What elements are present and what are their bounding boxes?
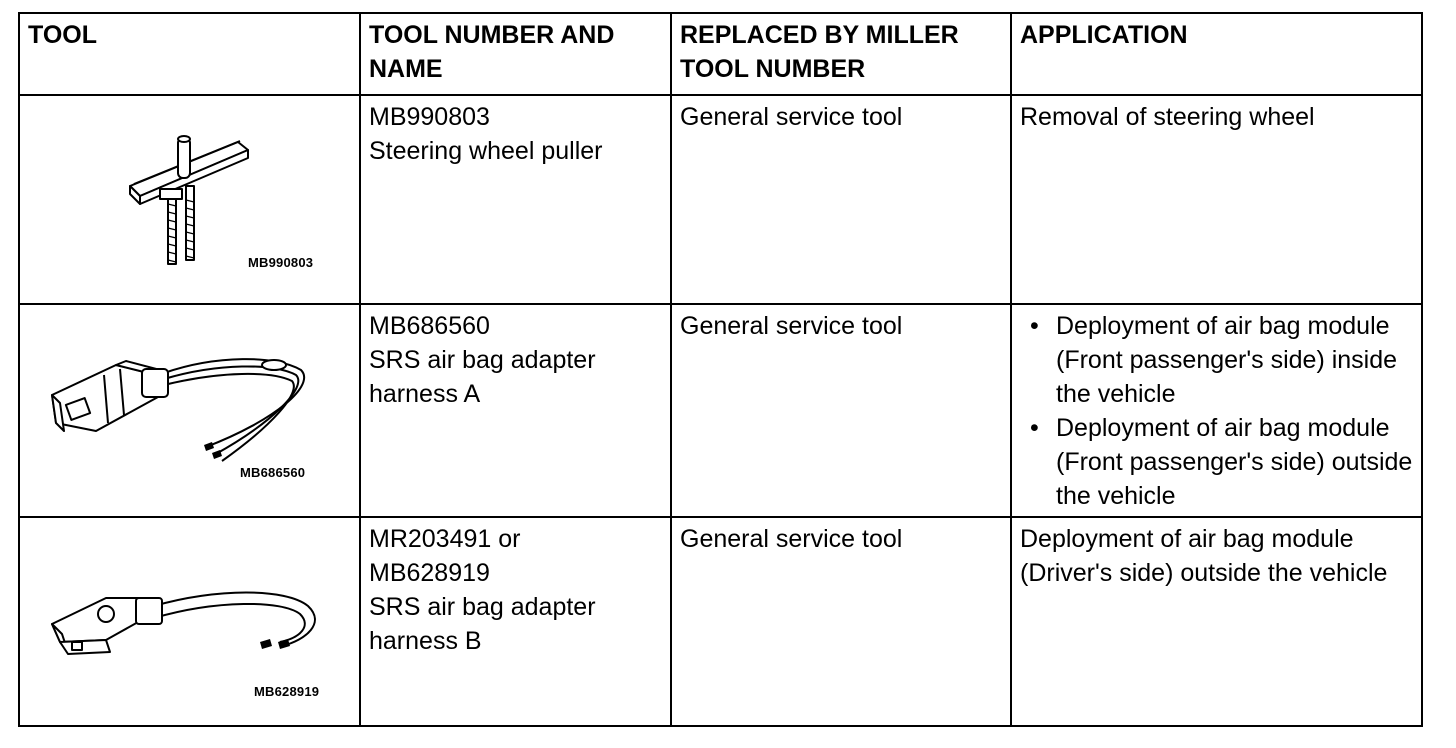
list-item	[1020, 411, 1417, 513]
header-application: APPLICATION	[1011, 13, 1422, 95]
header-row	[19, 13, 1422, 95]
header-tool: TOOL	[19, 13, 360, 95]
tool-table	[18, 12, 1423, 727]
table-row	[19, 304, 1422, 517]
application-cell: Removal of steering wheel	[1011, 95, 1422, 304]
harness-a-icon	[46, 335, 316, 470]
tool-caption: MB686560	[240, 465, 306, 480]
table-row	[19, 517, 1422, 726]
replaced-by-cell: General service tool	[671, 95, 1011, 304]
tool-number-name-cell	[360, 95, 671, 304]
tool-caption: MB990803	[248, 255, 314, 270]
header-tool-number-name: TOOL NUMBER AND NAME	[360, 13, 671, 95]
bullet-icon: •	[1030, 312, 1039, 340]
table-row	[19, 95, 1422, 304]
application-item-text: Deployment of air bag module (Front passenger's side) outside the vehicle	[1056, 414, 1413, 510]
header-replaced-by: REPLACED BY MILLER TOOL NUMBER	[671, 13, 1011, 95]
harness-b-icon	[46, 568, 326, 668]
replaced-by-cell: General service tool	[671, 517, 1011, 726]
tool-number-name-cell	[360, 304, 671, 517]
tool-number: MB628919	[369, 559, 490, 587]
bullet-icon: •	[1030, 414, 1039, 442]
tool-image-cell	[19, 304, 360, 517]
tool-number-name-cell	[360, 517, 671, 726]
list-item	[1020, 309, 1417, 411]
steering-wheel-puller-icon	[120, 134, 260, 274]
tool-number: MB686560	[369, 312, 490, 340]
tool-name-line: harness A	[369, 380, 481, 408]
tool-number: MR203491 or	[369, 525, 521, 553]
tool-caption: MB628919	[254, 684, 320, 699]
application-item-text: Deployment of air bag module (Front passenger's side) inside the vehicle	[1056, 312, 1398, 408]
tool-number: MB990803	[369, 103, 490, 131]
tool-name-line: SRS air bag adapter	[369, 346, 596, 374]
application-cell	[1011, 304, 1422, 517]
application-cell: Deployment of air bag module (Driver's side) outside the vehicle	[1011, 517, 1422, 726]
application-list	[1020, 309, 1417, 513]
tool-name: Steering wheel puller	[369, 137, 603, 165]
replaced-by-cell: General service tool	[671, 304, 1011, 517]
tool-name-line: SRS air bag adapter	[369, 593, 596, 621]
tool-image-cell	[19, 517, 360, 726]
tool-name-line: harness B	[369, 627, 482, 655]
tool-image-cell	[19, 95, 360, 304]
